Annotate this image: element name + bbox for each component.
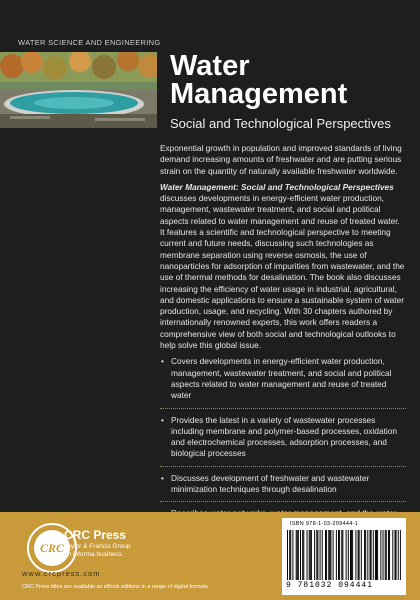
isbn-label: ISBN 978-1-03-209444-1 [290, 521, 359, 527]
cover-photo [0, 52, 157, 128]
publisher-footer [0, 512, 420, 600]
barcode-bar [303, 530, 304, 580]
barcode-icon [287, 530, 401, 580]
description-body: discusses developments in energy-efficient water production, management, wastewater treatment, and social and political aspects related to water management and reuse of treated water. It features a scientific and technological perspective to meeting current and future needs, discussing such technologies as membrane separation using reverse osmosis, the use of nanoparticles for adsorption of impurities from wastewater, and the use of thermal methods for desalination. The book also discusses increasing the efficiency of water usage in industrial, agricultural, and domestic applications to ensure a sustainable system of water production, usage, and recycling. With 30 chapters authored by internationally renowned experts, this work offers readers a comprehensive view of both social and technological outlooks to help solve this global issue. [160, 193, 405, 351]
barcode-bar [365, 530, 366, 580]
barcode-bar [311, 530, 312, 580]
barcode-bar [388, 530, 389, 580]
barcode-bar [398, 530, 399, 580]
barcode-bar [376, 530, 377, 580]
logo-text: CRC [39, 541, 65, 555]
divider [160, 501, 406, 502]
publisher-business: an informa business [64, 551, 123, 558]
barcode-bar [359, 530, 360, 580]
barcode-bar [386, 530, 387, 580]
barcode-bar [352, 530, 353, 580]
barcode-bar [292, 530, 293, 580]
barcode-bar [361, 530, 362, 580]
barcode-bar [296, 530, 297, 580]
feature-list [160, 356, 406, 531]
publisher-group: Taylor & Francis Group [64, 543, 131, 550]
back-cover-text [160, 143, 406, 531]
barcode-bar [289, 530, 290, 580]
barcode-bar [396, 530, 397, 580]
publisher-name: CRC Press [64, 528, 127, 542]
barcode-bar [297, 530, 298, 580]
bullet-icon: • [161, 356, 164, 367]
barcode-bar [383, 530, 384, 580]
barcode-bar [302, 530, 303, 580]
barcode-bar [392, 530, 393, 580]
barcode-box [282, 518, 406, 595]
barcode-bar [329, 530, 330, 580]
barcode-bar [314, 530, 315, 580]
barcode-bar [330, 530, 331, 580]
barcode-bar [325, 530, 326, 580]
barcode-bar [322, 530, 323, 580]
series-name: WATER SCIENCE AND ENGINEERING [18, 38, 161, 47]
barcode-bar [287, 530, 288, 580]
barcode-bar [316, 530, 317, 580]
barcode-bar [333, 530, 334, 580]
barcode-bar [348, 530, 349, 580]
list-item-text: Discusses development of freshwater and wastewater minimization techniques through desalination [171, 472, 370, 495]
barcode-bar [310, 530, 311, 580]
barcode-bar [339, 530, 340, 580]
barcode-bar [328, 530, 329, 580]
barcode-bar [346, 530, 347, 580]
list-item [160, 356, 406, 401]
barcode-bar [371, 530, 372, 580]
ebook-note: CRC Press titles are available as eBook editions in a range of digital formats [22, 584, 208, 590]
title-line-2: Management [170, 78, 348, 110]
description-lead: Water Management: Social and Technological Perspectives [160, 181, 394, 192]
barcode-bar [370, 530, 371, 580]
barcode-bar [373, 530, 374, 580]
book-subtitle: Social and Technological Perspectives [170, 116, 391, 131]
barcode-bar [317, 530, 318, 580]
title-line-1: Water [170, 50, 250, 82]
barcode-bar [336, 530, 337, 580]
barcode-bar [351, 530, 352, 580]
list-item [160, 415, 406, 460]
barcode-bar [350, 530, 351, 580]
barcode-bar [380, 530, 381, 580]
description-paragraph [160, 182, 406, 351]
intro-paragraph: Exponential growth in population and improved standards of living demand increasing amounts of freshwater and are putting serious strain on the quantity of naturally available freshwater worldwide. [160, 143, 402, 176]
list-item-text: Covers developments in energy-efficient water production, management, wastewater treatment, and social and political aspects related to water management and reuse of treated water [171, 356, 392, 401]
barcode-bar [300, 530, 301, 580]
barcode-bar [309, 530, 310, 580]
barcode-bar [341, 530, 342, 580]
barcode-bar [394, 530, 395, 580]
barcode-bar [320, 530, 321, 580]
barcode-bar [358, 530, 359, 580]
barcode-bar [400, 530, 401, 580]
barcode-bar [298, 530, 299, 580]
barcode-bar [389, 530, 390, 580]
barcode-bar [307, 530, 308, 580]
barcode-bar [364, 530, 365, 580]
bullet-icon: • [161, 472, 164, 483]
barcode-bar [290, 530, 291, 580]
book-title [170, 52, 347, 108]
publisher-website: www.crcpress.com [22, 569, 101, 578]
barcode-bar [342, 530, 343, 580]
barcode-number: 9 781032 094441 [286, 581, 374, 590]
barcode-bar [385, 530, 386, 580]
bullet-icon: • [161, 414, 164, 425]
barcode-bar [377, 530, 378, 580]
barcode-bar [338, 530, 339, 580]
barcode-bar [355, 530, 356, 580]
barcode-bar [375, 530, 376, 580]
barcode-bar [367, 530, 368, 580]
list-item [160, 473, 406, 496]
list-item-text: Provides the latest in a variety of wastewater processes including membrane and polymer-based processes, oxidation and electrochemical processes, adsorption processes, and biological processes [171, 414, 397, 459]
divider [160, 466, 406, 467]
divider [160, 408, 406, 409]
barcode-bar [326, 530, 327, 580]
